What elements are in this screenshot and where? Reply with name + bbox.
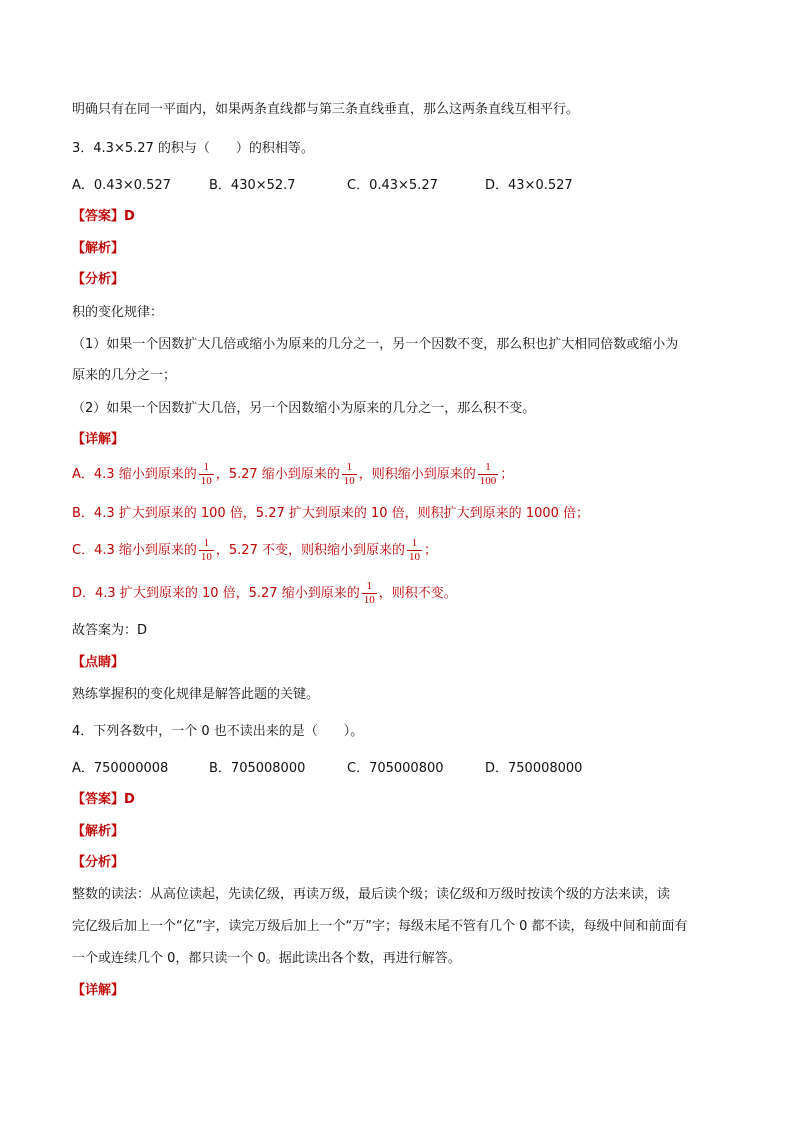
- fraction-denominator: 100: [479, 475, 497, 487]
- detail-c-text-3: ；: [423, 543, 437, 558]
- q3-rule-title: 积的变化规律：: [72, 305, 164, 320]
- fraction-numerator: 1: [342, 461, 357, 475]
- detail-a-text-4: ；: [500, 467, 514, 482]
- q3-detail-a: [72, 460, 732, 490]
- q3-detail-c: [72, 536, 732, 566]
- fraction-1-10: [199, 461, 214, 488]
- q4-text-line1: 整数的读法：从高位读起，先读亿级，再读万级，最后读个级；读亿级和万级时按读个级的方法来读，读: [72, 887, 671, 902]
- q3-analysis-heading: 【解析】: [72, 241, 125, 256]
- fraction-numerator: 1: [407, 537, 422, 551]
- fraction-denominator: 10: [200, 475, 212, 487]
- fraction-denominator: 10: [408, 551, 420, 563]
- fraction-1-10: [199, 537, 214, 564]
- intro-text: 明确只有在同一平面内，如果两条直线都与第三条直线垂直，那么这两条直线互相平行。: [72, 102, 580, 117]
- q4-option-c[interactable]: C．705000800: [347, 761, 444, 776]
- q3-conclusion: 故答案为：D: [72, 623, 148, 638]
- fraction-denominator: 10: [343, 475, 355, 487]
- q4-fenxi-heading: 【分析】: [72, 855, 125, 870]
- q3-detail-d: [72, 579, 732, 609]
- q3-rule1-line1: （1）如果一个因数扩大几倍或缩小为原来的几分之一，另一个因数不变，那么积也扩大相同倍数或缩小为: [72, 337, 679, 352]
- q3-tip: 熟练掌握积的变化规律是解答此题的关键。: [72, 687, 320, 702]
- q4-analysis-heading: 【解析】: [72, 824, 125, 839]
- q3-detail-heading: 【详解】: [72, 432, 125, 447]
- fraction-numerator: 1: [199, 537, 214, 551]
- fraction-numerator: 1: [199, 461, 214, 475]
- detail-c-text-2: ，5.27 不变，则积缩小到原来的: [215, 543, 405, 558]
- q4-option-a[interactable]: A．750000008: [72, 761, 169, 776]
- q4-option-b[interactable]: B．705008000: [209, 761, 306, 776]
- fraction-denominator: 10: [363, 594, 375, 606]
- q3-rule2: （2）如果一个因数扩大几倍，另一个因数缩小为原来的几分之一，那么积不变。: [72, 401, 536, 416]
- fraction-1-10: [342, 461, 357, 488]
- detail-a-text-1: A．4.3 缩小到原来的: [72, 467, 197, 482]
- q3-rule1-line2: 原来的几分之一；: [72, 368, 177, 383]
- q3-option-b[interactable]: B．430×52.7: [209, 178, 296, 193]
- fraction-numerator: 1: [478, 461, 499, 475]
- q3-option-d[interactable]: D．43×0.527: [485, 178, 573, 193]
- q4-options: [72, 759, 732, 781]
- fraction-1-100: [478, 461, 499, 488]
- q3-answer: 【答案】D: [72, 209, 135, 224]
- q3-tip-heading: 【点睛】: [72, 655, 125, 670]
- q4-answer: 【答案】D: [72, 792, 135, 807]
- q3-stem: 3．4.3×5.27 的积与（ ）的积相等。: [72, 141, 314, 156]
- fraction-1-10: [362, 580, 377, 607]
- q4-stem: 4．下列各数中，一个 0 也不读出来的是（ ）。: [72, 724, 364, 739]
- q4-text-line2: 完亿级后加上一个“亿”字，读完万级后加上一个“万”字；每级末尾不管有几个 0 都不读，每级中间和前面有: [72, 919, 688, 934]
- fraction-denominator: 10: [200, 551, 212, 563]
- detail-d-text-1: D．4.3 扩大到原来的 10 倍，5.27 缩小到原来的: [72, 586, 360, 601]
- q4-option-d[interactable]: D．750008000: [485, 761, 583, 776]
- detail-c-text-1: C．4.3 缩小到原来的: [72, 543, 197, 558]
- q3-options: [72, 176, 732, 198]
- q3-detail-b: B．4.3 扩大到原来的 100 倍，5.27 扩大到原来的 10 倍，则积扩大到原来的 1000 倍；: [72, 506, 590, 521]
- fraction-numerator: 1: [362, 580, 377, 594]
- q3-option-a[interactable]: A．0.43×0.527: [72, 178, 171, 193]
- detail-a-text-2: ，5.27 缩小到原来的: [215, 467, 340, 482]
- q4-text-line3: 一个或连续几个 0，都只读一个 0。据此读出各个数，再进行解答。: [72, 951, 461, 966]
- fraction-1-10: [407, 537, 422, 564]
- detail-a-text-3: ，则积缩小到原来的: [358, 467, 476, 482]
- q4-detail-heading: 【详解】: [72, 983, 125, 998]
- q3-option-c[interactable]: C．0.43×5.27: [347, 178, 438, 193]
- q3-fenxi-heading: 【分析】: [72, 272, 125, 287]
- detail-d-text-2: ，则积不变。: [378, 586, 457, 601]
